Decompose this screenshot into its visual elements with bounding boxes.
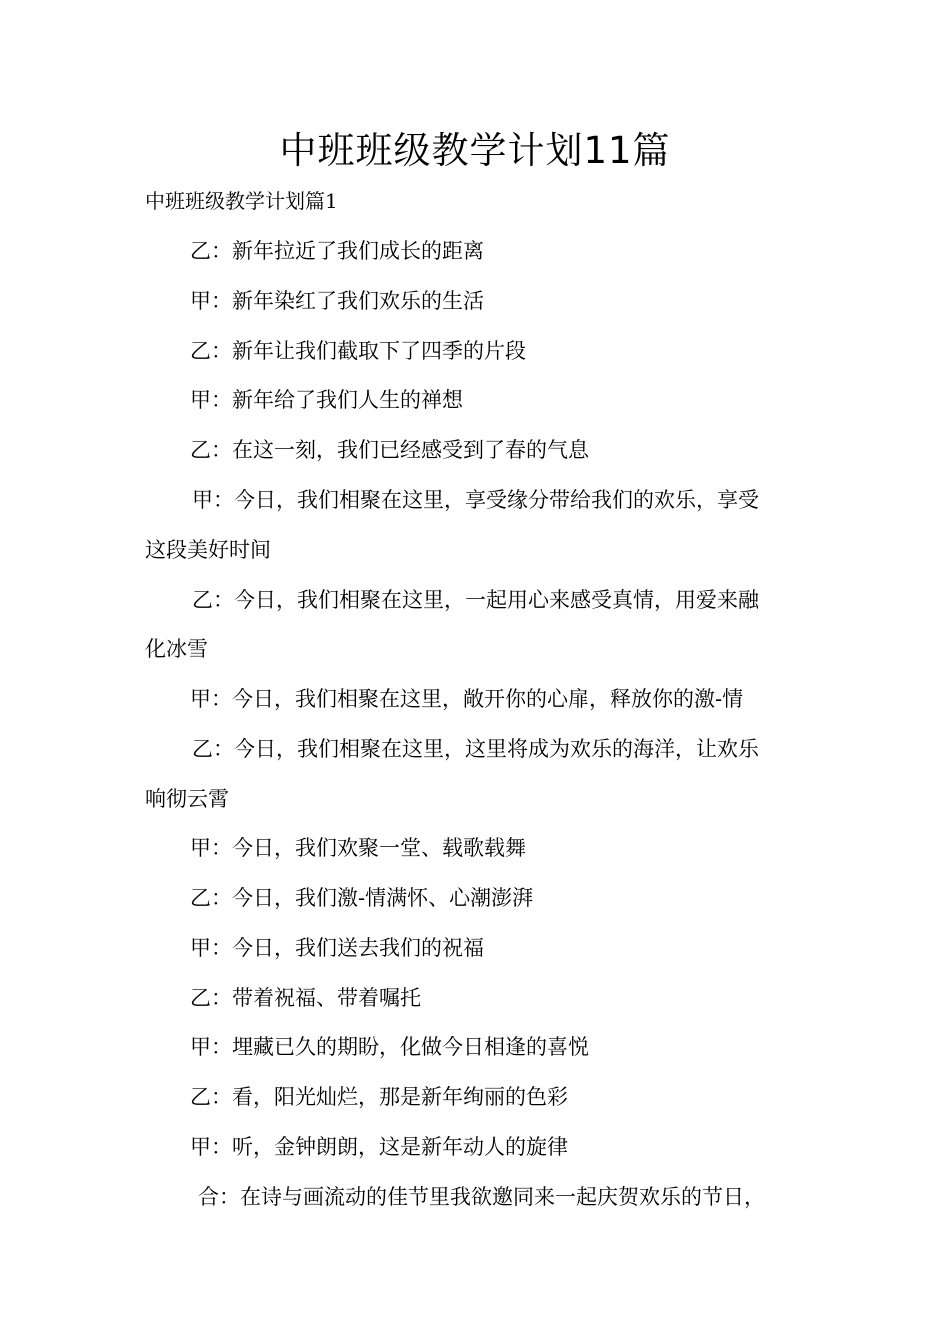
dialogue-line: 甲：埋藏已久的期盼，化做今日相逢的喜悦 — [190, 1035, 589, 1059]
dialogue-line: 甲：今日，我们相聚在这里，敞开你的心扉，释放你的激-情 — [190, 687, 744, 711]
section-heading: 中班班级教学计划篇1 — [145, 189, 338, 213]
dialogue-line: 乙：带着祝福、带着嘱托 — [190, 986, 421, 1010]
dialogue-line: 甲：新年染红了我们欢乐的生活 — [190, 289, 484, 313]
dialogue-line: 乙：看，阳光灿烂，那是新年绚丽的色彩 — [190, 1085, 568, 1109]
dialogue-line-continuation: 化冰雪 — [145, 637, 208, 661]
dialogue-line: 乙：在这一刻，我们已经感受到了春的气息 — [190, 438, 589, 462]
dialogue-line: 甲：今日，我们欢聚一堂、载歌载舞 — [190, 836, 526, 860]
dialogue-line: 乙：今日，我们相聚在这里，这里将成为欢乐的海洋，让欢乐 — [192, 737, 759, 761]
dialogue-line: 乙：新年让我们截取下了四季的片段 — [190, 339, 526, 363]
dialogue-line: 乙：新年拉近了我们成长的距离 — [190, 239, 484, 263]
dialogue-line-continuation: 响彻云霄 — [145, 787, 229, 811]
dialogue-line: 甲：今日，我们送去我们的祝福 — [190, 936, 484, 960]
dialogue-line: 甲：新年给了我们人生的禅想 — [190, 388, 463, 412]
dialogue-line: 合：在诗与画流动的佳节里我欲邀同来一起庆贺欢乐的节日， — [198, 1185, 765, 1209]
dialogue-line: 乙：今日，我们激-情满怀、心潮澎湃 — [190, 886, 534, 910]
dialogue-line: 甲：听，金钟朗朗，这是新年动人的旋律 — [190, 1135, 568, 1159]
dialogue-line: 乙：今日，我们相聚在这里，一起用心来感受真情，用爱来融 — [192, 588, 759, 612]
dialogue-line: 甲：今日，我们相聚在这里，享受缘分带给我们的欢乐，享受 — [192, 488, 759, 512]
document-title: 中班班级教学计划11篇 — [279, 129, 671, 172]
dialogue-line-continuation: 这段美好时间 — [145, 538, 271, 562]
